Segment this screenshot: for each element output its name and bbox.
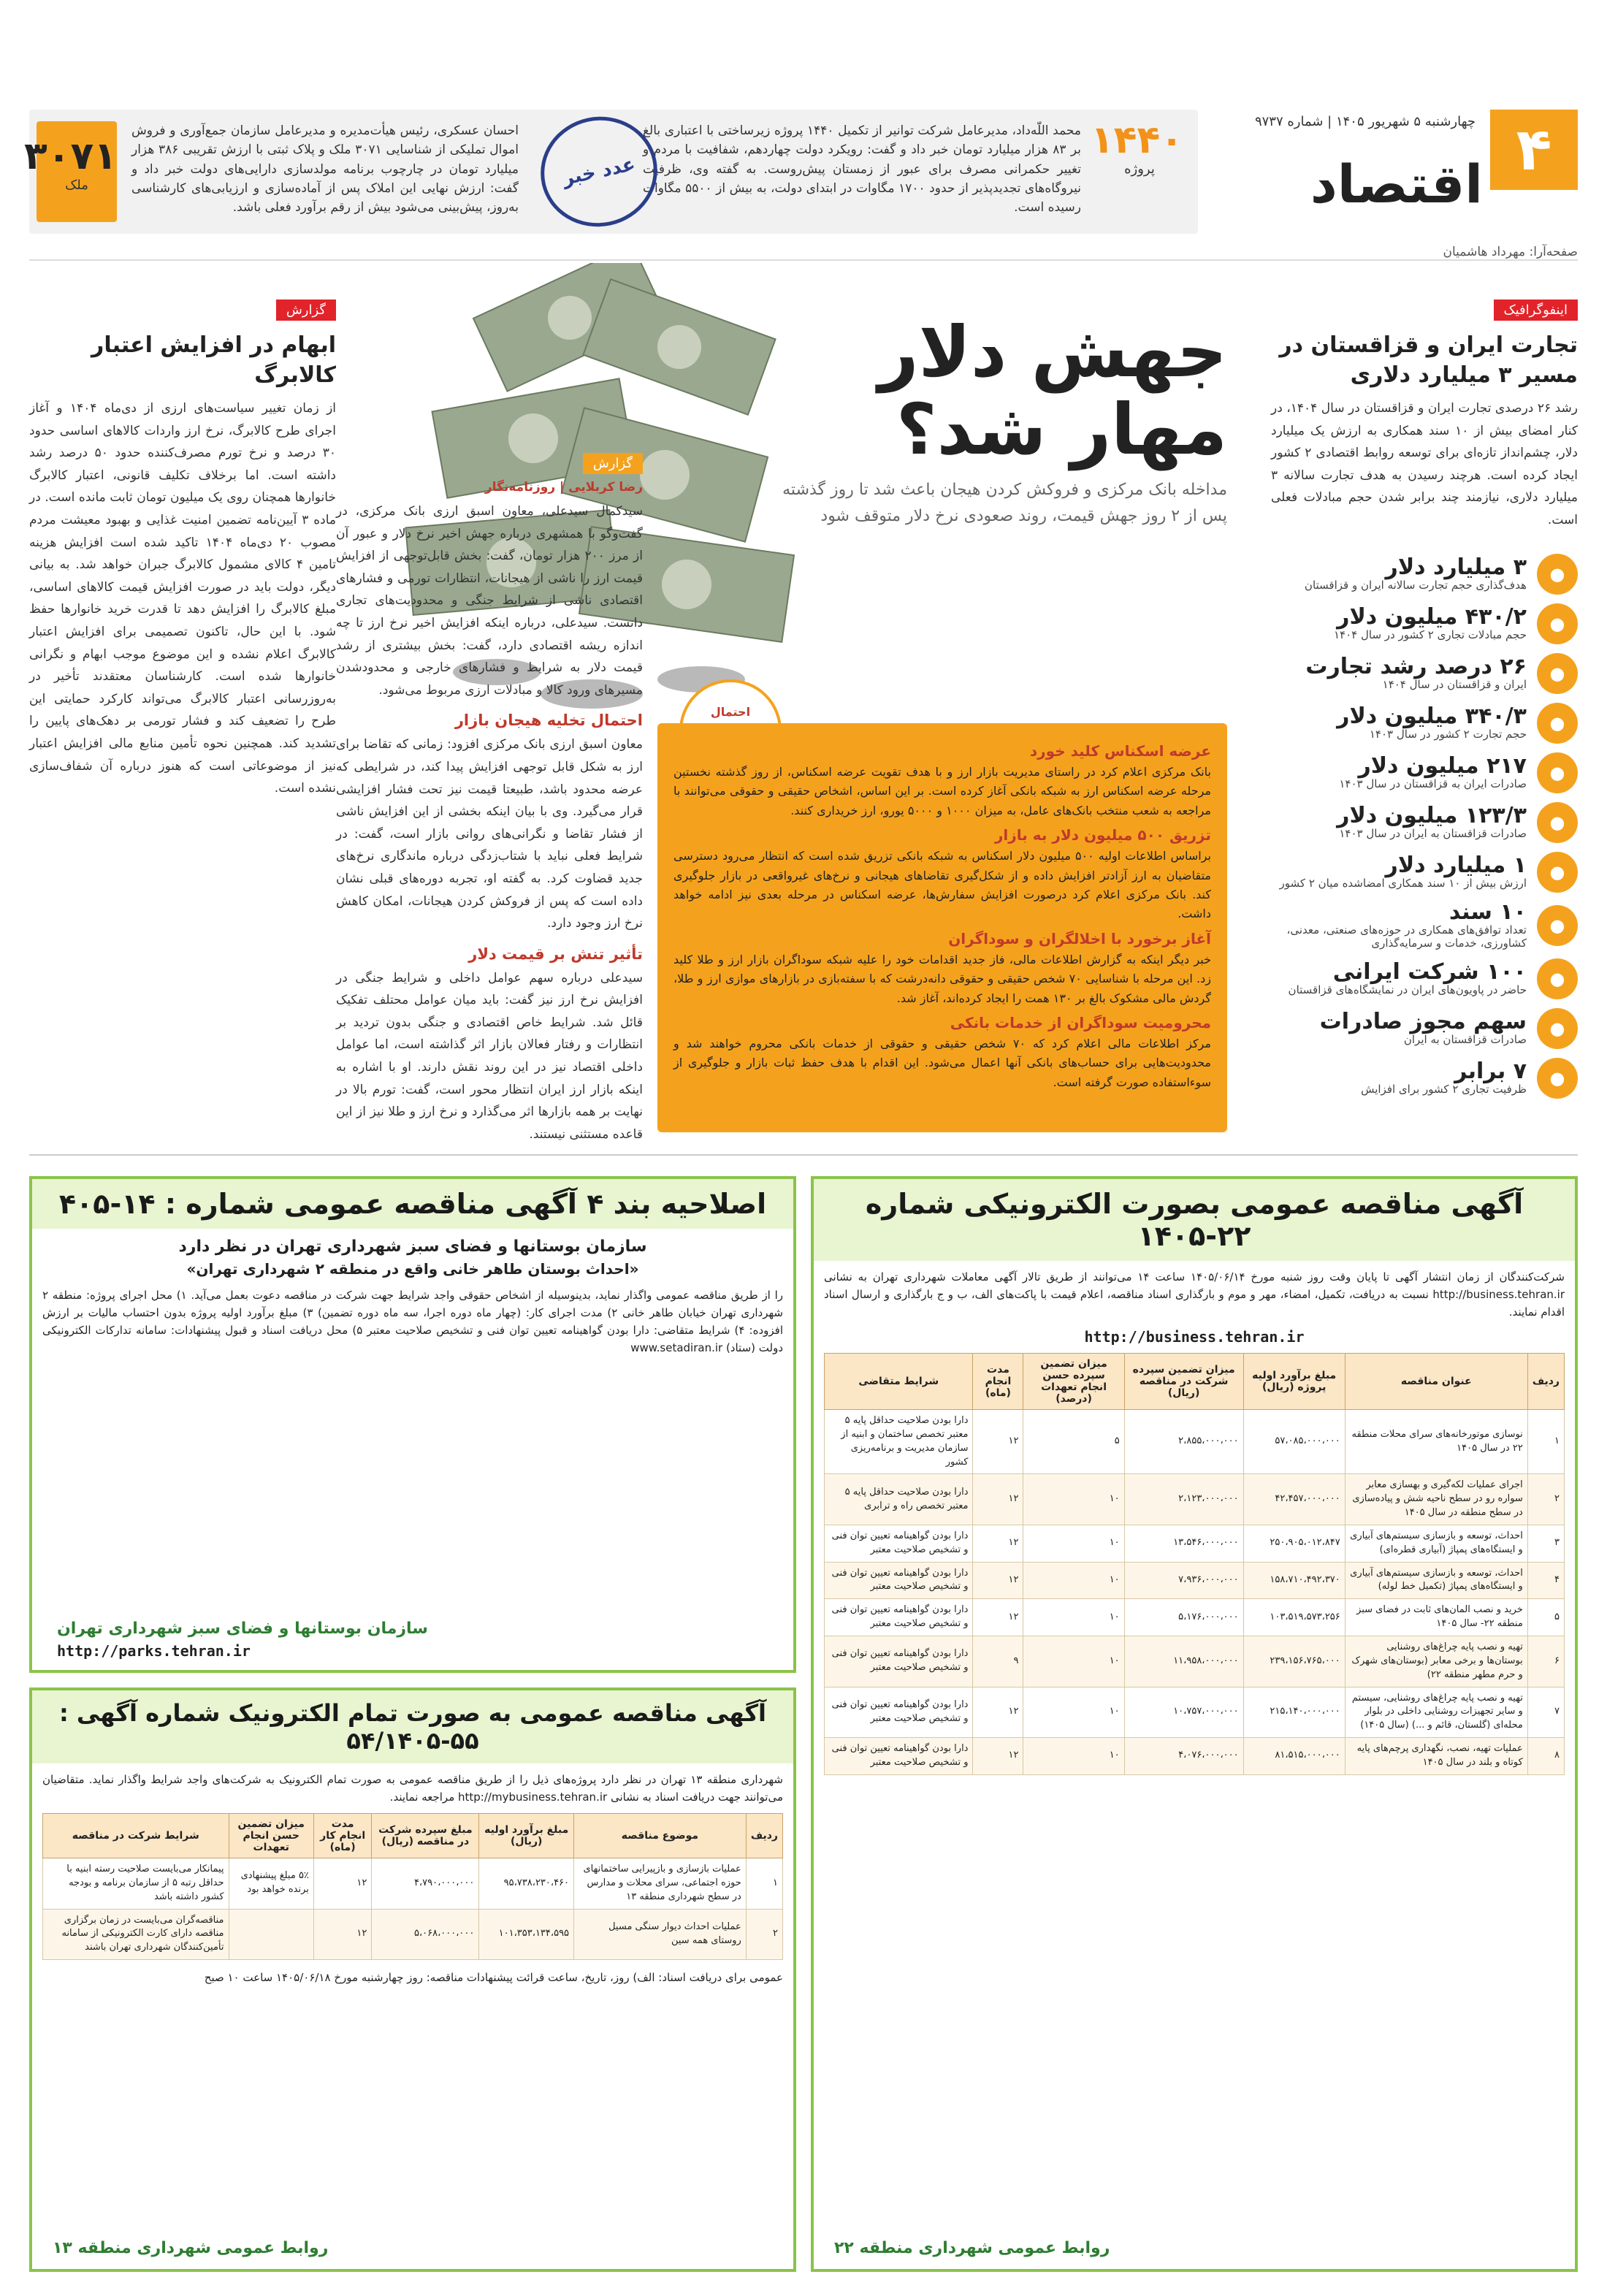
article-subhead-1: احتمال تخلیه هیجان بازار <box>454 712 643 730</box>
table-cell: ۱۰ <box>1023 1636 1124 1687</box>
table-header: میزان تضمین حسن انجام تعهدات <box>229 1814 313 1858</box>
article-byline: رضا کربلایی | روزنامه‌نگار <box>484 480 643 495</box>
table-cell: ۸ <box>1527 1738 1564 1775</box>
news-text-2: احسان عسکری، رئیس هیأت‌مدیره و مدیرعامل سازمان جمع‌آوری و فروش اموال تملیکی از شناسایی ۳۰۷۱ ملک و پلاک ثبتی با ارزش تقریبی ۳۸۶ هزار میلیارد تومان در چارچوب برنامه مولدسازی دارایی‌های دولت خبر داد و گفت: ارزش نهایی این املاک پس از آماده‌سازی و ارزیابی‌های کارشناسی به‌روز، پیش‌بینی می‌شود بیش از رقم برآورد فعلی باشد. <box>131 123 519 216</box>
infographic-column <box>1271 300 1578 1147</box>
stat-value: ۳۴۰/۳ میلیون دلار <box>1337 703 1527 729</box>
table-cell: ۷ <box>1527 1687 1564 1738</box>
table-cell: عملیات بازسازی و بازپیرایی ساختمانهای حوزه اجتماعی، سرای محلات و مدارس در سطح شهرداری منطقه ۱۳ <box>574 1858 747 1910</box>
table-cell: ۷،۹۳۶،۰۰۰،۰۰۰ <box>1124 1562 1243 1599</box>
stat-desc: تعداد توافق‌های همکاری در حوزه‌های صنعتی، معدنی، کشاورزی، خدمات و سرمایه‌گذاری <box>1286 923 1527 950</box>
stat-value: ۱ میلیارد دلار <box>1385 852 1527 878</box>
table-cell: ۱۰ <box>1023 1562 1124 1599</box>
stat-desc: ارزش بیش از ۱۰ سند همکاری امضاشده میان ۲ کشور <box>1279 876 1527 890</box>
table-cell: ۱۲ <box>313 1909 371 1960</box>
table-cell: ۵،۰۶۸،۰۰۰،۰۰۰ <box>372 1909 479 1960</box>
sidebar-h2: تزریق ۵۰۰ میلیون دلار به بازار <box>994 826 1211 844</box>
stat-value: ۱۲۳/۳ میلیون دلار <box>1337 802 1527 828</box>
table-cell: ۴۲،۴۵۷،۰۰۰،۰۰۰ <box>1243 1474 1345 1525</box>
table-cell: دارا بودن صلاحیت حداقل پایه ۵ معتبر تخصص ساختمان و ابنیه از سازمان مدیریت و برنامه‌ریزی کشور <box>825 1410 973 1474</box>
table-cell: ۲ <box>1527 1474 1564 1525</box>
table-cell: ۱۲ <box>313 1858 371 1910</box>
table-cell: مناقصه‌گران می‌بایست در زمان برگزاری مناقصه دارای کارت الکترونیکی از سامانه تأمین‌کنندگان شهرداری تهران باشند <box>43 1909 229 1960</box>
table-cell: ۱۲ <box>973 1599 1023 1636</box>
main-article <box>336 453 643 1140</box>
sidebar-h3: آغاز برخورد با اخلالگران و سوداگران <box>948 929 1211 947</box>
ad2-subject: «احداث بوستان طاهر خانی واقع در منطقه ۲ شهرداری تهران» <box>186 1260 639 1278</box>
table-cell: ۲۳۹،۱۵۶،۷۶۵،۰۰۰ <box>1243 1636 1345 1687</box>
handshake-icon: ● <box>1537 554 1578 595</box>
sidebar-t1: بانک مرکزی اعلام کرد در راستای مدیریت بازار ارز و با هدف تقویت عرضه اسکناس، از روز گذشته نخستین مرحله عرضه اسکناس ارز به شبکه بانکی آغاز کرده است. بر این اساس، اشخاص حقیقی و حقوقی می‌توانند با مراجعه به شعب منتخب بانک‌های عامل، به میزان ۱۰۰۰ و ۵۰۰۰ یورو، ارز خریداری کنند. <box>673 765 1211 817</box>
ad1-url[interactable]: http://business.tehran.ir <box>1084 1328 1305 1346</box>
table-cell <box>229 1909 313 1960</box>
date-line: چهارشنبه ۵ شهریور ۱۴۰۵ | شماره ۹۷۳۷ <box>1254 114 1476 129</box>
main-lead: مداخله بانک مرکزی و فروکش کردن هیجان باعث شد تا روز گذشته پس از ۲ روز جهش قیمت، روند صعودی نرخ دلار متوقف شود <box>782 481 1227 526</box>
ad2-url[interactable]: http://parks.tehran.ir <box>57 1642 251 1660</box>
table-cell: دارا بودن گواهینامه تعیین توان فنی و تشخیص صلاحیت معتبر <box>825 1687 973 1738</box>
infographic-title: تجارت ایران و قزاقستان در مسیر ۳ میلیارد دلاری <box>1279 332 1578 388</box>
sidebar-t2: براساس اطلاعات اولیه ۵۰۰ میلیون دلار اسکناس به شبکه بانکی تزریق شده است که انتظار می‌رود دسترسی متقاضیان به ارز آزادتر افزایش داده و از شکل‌گیری تقاضاهای هیجانی و نرخ‌های غیرواقعی در بازار جلوگیری کند. بانک مرکزی اعلام کرد درصورت افزایش سفارش‌ها، عرضه اسکناس در مرحله بعدی نیز ادامه خواهد داشت. <box>673 849 1211 921</box>
header-divider <box>29 259 1578 261</box>
article-body-2: معاون اسبق ارزی بانک مرکزی افزود: زمانی که تقاضا برای ارز به شکل قابل توجهی افزایش پیدا کند، در شرایطی که عرضه محدود باشد، طبیعتا قیمت نیز تحت فشار افزایشی قرار می‌گیرد. وی با بیان اینکه بخشی از این افزایش ناشی از فشار تقاضا و نگرانی‌های روانی بازار است، گفت: در شرایط فعلی نباید با شتاب‌زدگی درباره ماندگاری نرخ‌های جدید قضاوت کرد. به گفته او، تجربه دوره‌های قبلی نشان داده است که پس از فروکش کردن هیجانات، امکان کاهش نرخ ارز وجود دارد. <box>336 737 643 931</box>
table-cell: ۱۰ <box>1023 1687 1124 1738</box>
table-cell: ۲۵۰،۹۰۵،۰۱۲،۸۴۷ <box>1243 1525 1345 1562</box>
sidebar-t4: مرکز اطلاعات مالی اعلام کرد که ۷۰ شخص حقیقی و حقوقی از خدمات بانکی محروم خواهند شد و محدودیت‌هایی برای حساب‌های بانکی آنها اعمال می‌شود. این اقدام با هدف حفظ ثبات بازار و جلوگیری از سوءاستفاده صورت گرفته است. <box>673 1036 1212 1089</box>
table-cell: ۴ <box>1527 1562 1564 1599</box>
growth-icon: ● <box>1537 653 1578 694</box>
infographic-stat <box>1271 852 1578 893</box>
left-body: از زمان تغییر سیاست‌های ارزی از دی‌ماه ۱۴۰۴ و آغاز اجرای طرح کالابرگ، نرخ ارز واردات کالاهای اساسی حدود ۳۰ درصد و نرخ تورم مصرف‌کننده حدود ۵۰ درصد رشد داشته است. اما برخلاف تکلیف قانونی، اعتبار کالابرگ خانوارها همچنان روی یک میلیون تومان ثابت مانده است. در ماده ۳ آیین‌نامه تضمین امنیت غذایی و بهبود معیشت مردم مصوب ۲۰ دی‌ماه ۱۴۰۴ تاکید شده است افزایش هزینه تامین ۴ کالای مشمول کالابرگ جبران خواهد شد. به بیانی دیگر، دولت باید در صورت افزایش قیمت کالاهای اساسی، مبلغ کالابرگ را افزایش دهد تا قدرت خرید خانوارها حفظ شود. با این حال، تاکنون تصمیمی برای افزایش اعتبار کالابرگ اعلام نشده و این موضوع موجب ابهام و نگرانی خانوارها شده است. کارشناسان معتقدند تأخیر در به‌روزرسانی اعتبار کالابرگ می‌تواند کارکرد حمایتی این طرح را تضعیف کند و فشار تورمی بر دهک‌های پایین را تشدید کند. همچنین نحوه تأمین منابع مالی افزایش اعتبار نیز از موضوعاتی است که هنوز درباره آن شفاف‌سازی نشده است. <box>29 401 336 796</box>
main-headline: جهش دلار مهار شد؟ <box>878 311 1227 470</box>
table-header: ردیف <box>746 1814 782 1858</box>
table-cell: دارا بودن گواهینامه تعیین توان فنی و تشخیص صلاحیت معتبر <box>825 1636 973 1687</box>
table-cell: ۱۵۸،۷۱۰،۴۹۲،۳۷۰ <box>1243 1562 1345 1599</box>
table-row <box>825 1636 1565 1687</box>
table-cell: ۶ <box>1527 1636 1564 1687</box>
article-subhead-2: تأثیر تنش بر قیمت دلار <box>468 945 643 963</box>
table-cell: دارا بودن گواهینامه تعیین توان فنی و تشخیص صلاحیت معتبر <box>825 1738 973 1775</box>
table-cell: ۵ <box>1527 1599 1564 1636</box>
table-cell: ۸۱،۵۱۵،۰۰۰،۰۰۰ <box>1243 1738 1345 1775</box>
table-cell: ۱۰ <box>1023 1525 1124 1562</box>
ad-tender-13 <box>29 1687 796 2272</box>
table-cell: ۱۰،۷۵۷،۰۰۰،۰۰۰ <box>1124 1687 1243 1738</box>
table-cell: نوسازی موتورخانه‌های سرای محلات منطقه ۲۲ در سال ۱۴۰۵ <box>1345 1410 1527 1474</box>
left-title: ابهام در افزایش اعتبار کالابرگ <box>91 332 336 388</box>
table-header: شرایط متقاضی <box>825 1354 973 1410</box>
table-cell: ۲،۸۵۵،۰۰۰،۰۰۰ <box>1124 1410 1243 1474</box>
news-number-1: ۱۴۴۰ <box>1091 118 1183 162</box>
news-number-2: ۳۰۷۱ <box>24 134 117 178</box>
table-row <box>825 1687 1565 1738</box>
table-cell: ۹۵،۷۳۸،۲۳۰،۴۶۰ <box>479 1858 574 1910</box>
table-cell: دارا بودن گواهینامه تعیین توان فنی و تشخیص صلاحیت معتبر <box>825 1525 973 1562</box>
ad3-title: آگهی مناقصه عمومی به صورت تمام الکترونیک شماره آگهی : ۵۵-۵۴/۱۴۰۵ <box>32 1690 793 1763</box>
sidebar-t3: خبر دیگر اینکه به گزارش اطلاعات مالی، فاز جدید اقدامات خود را علیه شبکه سوداگران بازار ارز و طلا کلید زد. این مرحله با شناسایی ۷۰ شخص حقیقی و حقوقی دانه‌درشت که با سفته‌بازی در بازارهای موازی ارز و طلا، گردش مالی مشکوک بالغ بر ۱۳۰ همت را ایجاد کرده‌اند، آغاز شد. <box>673 952 1211 1005</box>
orange-sidebar <box>657 723 1227 1132</box>
ad2-org: سازمان بوستانها و فضای سبز شهرداری تهران در نظر دارد <box>178 1237 647 1256</box>
infographic-stat <box>1271 802 1578 843</box>
table-cell: تهیه و نصب پایه چراغ‌های روشنایی بوستان‌ها و برخی معابر (بوستان‌های شهرک و حرم مطهر منطقه ۲۲) <box>1345 1636 1527 1687</box>
stat-value: ۲۱۷ میلیون دلار <box>1358 752 1527 779</box>
table-cell: ۱۲ <box>973 1687 1023 1738</box>
infographic-intro: رشد ۲۶ درصدی تجارت ایران و قزاقستان در سال ۱۴۰۴، در کنار امضای بیش از ۱۰ سند همکاری به ارزش یک میلیارد دلار، چشم‌انداز تازه‌ای برای توسعه روابط اقتصادی ۲ کشور ایجاد کرده است. هرچند رسیدن به هدف تجارت سالانه ۳ میلیارد دلاری، نیازمند چند برابر شدن حجم مبادلات فعلی است. <box>1271 401 1579 527</box>
table-row <box>43 1858 783 1910</box>
stat-desc: صادرات قزاقستان به ایران <box>1403 1032 1527 1046</box>
table-header: مبلغ برآورد اولیه پروژه (ریال) <box>1243 1354 1345 1410</box>
export-icon: ● <box>1537 752 1578 793</box>
table-cell: دارا بودن گواهینامه تعیین توان فنی و تشخیص صلاحیت معتبر <box>825 1599 973 1636</box>
ad1-table <box>824 1353 1565 1775</box>
table-cell: ۱۰۱،۳۵۳،۱۳۴،۵۹۵ <box>479 1909 574 1960</box>
editor-credit: صفحه‌آرا: مهرداد هاشمیان <box>1443 245 1578 259</box>
infographic-stats <box>1271 554 1578 1099</box>
table-cell: ۱۲ <box>973 1410 1023 1474</box>
ad2-text: را از طریق مناقصه عمومی واگذار نماید، بدینوسیله از اشخاص حقوقی واجد شرایط جهت شرکت در مناقصه دعوت بعمل می‌آید. ۱) محل اجرای پروژه: منطقه ۲ شهرداری تهران خیابان طاهر خانی ۲) مدت اجرای کار: (چهار ماه دوره اجرا، سه ماه دوره تضمین) ۳) مبلغ برآورد اولیه پروژه بدون احتساب مالیات بر ارزش افزوده: ۴) شرایط متقاضی: دارا بودن گواهینامه تعیین توان فنی و تشخیص صلاحیت معتبر ۵) محل دریافت اسناد و قبول پیشنهادات: سامانه تدارکات الکترونیکی دولت (ستاد) www.setadiran.ir <box>42 1289 784 1354</box>
infographic-stat <box>1271 1058 1578 1099</box>
stat-value: سهم مجوز صادرات <box>1319 1008 1527 1034</box>
masthead <box>1205 110 1483 234</box>
ad1-signature: روابط عمومی شهرداری منطقه ۲۲ <box>834 2239 1110 2257</box>
table-row <box>43 1909 783 1960</box>
license-icon: ● <box>1537 1008 1578 1049</box>
article-tag: گزارش <box>583 453 643 474</box>
table-cell: ۱۲ <box>973 1525 1023 1562</box>
table-cell: ۵،۱۷۶،۰۰۰،۰۰۰ <box>1124 1599 1243 1636</box>
table-cell: دارا بودن گواهینامه تعیین توان فنی و تشخیص صلاحیت معتبر <box>825 1562 973 1599</box>
table-row <box>825 1410 1565 1474</box>
stat-value: ۱۰۰ شرکت ایرانی <box>1332 958 1527 985</box>
infographic-stat <box>1271 901 1578 950</box>
table-cell: ۱۰۳،۵۱۹،۵۷۳،۲۵۶ <box>1243 1599 1345 1636</box>
table-cell: ۹ <box>973 1636 1023 1687</box>
infographic-stat <box>1271 703 1578 744</box>
table-cell: عملیات احداث دیوار سنگی مسیل روستای همه سین <box>574 1909 747 1960</box>
stat-value: ۲۶ درصد رشد تجارت <box>1305 653 1527 679</box>
table-cell: ۲۱۵،۱۴۰،۰۰۰،۰۰۰ <box>1243 1687 1345 1738</box>
multiply-icon: ● <box>1537 1058 1578 1099</box>
company-icon: ● <box>1537 958 1578 999</box>
table-cell: ۱۱،۹۵۸،۰۰۰،۰۰۰ <box>1124 1636 1243 1687</box>
table-header: میزان تضمین سپرده حسن انجام تعهدات (درصد) <box>1023 1354 1124 1410</box>
table-cell: ۵٪ مبلغ پیشنهادی برنده خواهد بود <box>229 1858 313 1910</box>
news-number-2-label: ملک <box>65 178 88 193</box>
news-text-1: محمد اللّه‌داد، مدیرعامل شرکت توانیر از تکمیل ۱۴۴۰ پروژه زیرساختی با اعتباری بالغ بر ۸۳ هزار میلیارد تومان خبر داد و گفت: رویکرد دولت چهاردهم، شفافیت با مردم و تغییر حکمرانی مصرف برای عبور از زمستان پیش‌روست. به گفته وی، ظرفیت نیروگاه‌های تجدیدپذیر از حدود ۱۷۰۰ مگاوات در ابتدای دولت، به بیش از ۵۵۰۰ مگاوات رسیده است. <box>643 123 1081 216</box>
stat-desc: حجم مبادلات تجاری ۲ کشور در سال ۱۴۰۴ <box>1333 628 1527 641</box>
table-cell: خرید و نصب المان‌های ثابت در فضای سبز منطقه ۲۲- سال ۱۴۰۵ <box>1345 1599 1527 1636</box>
infographic-stat <box>1271 1008 1578 1049</box>
table-cell: پیمانکار می‌بایست صلاحیت رسته ابنیه با حداقل رتبه ۵ از سازمان برنامه و بودجه کشور داشته باشد <box>43 1858 229 1910</box>
agreement-icon: ● <box>1537 905 1578 946</box>
ad-parks-correction <box>29 1176 796 1673</box>
stat-desc: ایران و قزاقستان در سال ۱۴۰۴ <box>1382 677 1527 691</box>
infographic-stat <box>1271 603 1578 644</box>
chart-icon: ● <box>1537 603 1578 644</box>
table-cell: ۱۰ <box>1023 1599 1124 1636</box>
ad2-signature: سازمان بوستانها و فضای سبز شهرداری تهران <box>57 1620 428 1638</box>
top-news-bar <box>24 110 1198 234</box>
table-cell: عملیات تهیه، نصب، نگهداری پرچم‌های پایه کوتاه و بلند در سال ۱۴۰۵ <box>1345 1738 1527 1775</box>
left-tag: گزارش <box>276 300 336 321</box>
table-cell: ۲ <box>746 1909 782 1960</box>
table-header: شرایط شرکت در مناقصه <box>43 1814 229 1858</box>
table-cell: احداث، توسعه و بازسازی سیستم‌های آبیاری و ایستگاه‌های پمپاژ (آبیاری قطره‌ای) <box>1345 1525 1527 1562</box>
ad3-table <box>42 1813 783 1960</box>
table-cell: احداث، توسعه و بازسازی سیستم‌های آبیاری و ایستگاه‌های پمپاژ (تکمیل خط لوله) <box>1345 1562 1527 1599</box>
table-row <box>825 1474 1565 1525</box>
table-header: موضوع مناقصه <box>574 1814 747 1858</box>
table-cell: ۴،۷۹۰،۰۰۰،۰۰۰ <box>372 1858 479 1910</box>
import-icon: ● <box>1537 802 1578 843</box>
ad2-title: اصلاحیه بند ۴ آگهی مناقصه عمومی شماره : ۱۴-۴۰۵ <box>32 1179 793 1229</box>
people-icon: ● <box>1537 703 1578 744</box>
infographic-stat <box>1271 554 1578 595</box>
table-cell: ۲،۱۲۳،۰۰۰،۰۰۰ <box>1124 1474 1243 1525</box>
table-cell: ۱۲ <box>973 1562 1023 1599</box>
ad3-intro: شهرداری منطقه ۱۳ تهران در نظر دارد پروژه‌های ذیل را از طریق مناقصه عمومی به صورت تمام الکترونیک به شرکت‌های واجد شرایط واگذار نماید. متقاضیان می‌توانند جهت دریافت اسناد به نشانی http://mybusiness.tehran.ir مراجعه نمایند. <box>42 1773 783 1804</box>
left-column <box>29 300 336 1147</box>
news-number-1-label: پروژه <box>1124 161 1155 177</box>
table-cell: ۱۰ <box>1023 1738 1124 1775</box>
table-cell: ۱۲ <box>973 1474 1023 1525</box>
infographic-stat <box>1271 653 1578 694</box>
table-cell: ۱ <box>1527 1410 1564 1474</box>
table-header: مدت انجام کار (ماه) <box>313 1814 371 1858</box>
table-cell: ۱۰ <box>1023 1474 1124 1525</box>
infographic-stat <box>1271 752 1578 793</box>
document-icon: ● <box>1537 852 1578 893</box>
table-cell: اجرای عملیات لکه‌گیری و بهسازی معابر سواره رو در سطح ناحیه شش و پیاده‌سازی در سطح منطقه در سال ۱۴۰۵ <box>1345 1474 1527 1525</box>
article-body-3: سیدعلی درباره سهم عوامل داخلی و شرایط جنگی در افزایش نرخ ارز نیز گفت: باید میان عوامل محتلف تفکیک قائل شد. شرایط خاص اقتصادی و جنگی بدون تردید بر انتظارات و رفتار فعالان بازار اثر گذاشته است، اما عوامل داخلی اقتصاد نیز در این روند نقش دارند. او با اشاره به اینکه بازار ارز ایران انتظار محور است، گفت: تورم بالا در نهایت بر همه بازارها اثر می‌گذارد و نرخ ارز و طلا نیز از این قاعده مستثنی نیستند. <box>336 970 643 1142</box>
ad3-footer: عمومی برای دریافت اسناد: الف) روز، تاریخ، ساعت قرائت پیشنهادات مناقصه: روز چهارشنبه مورخ ۱۴۰۵/۰۶/۱۸ ساعت ۱۰ صبح <box>204 1971 783 1985</box>
news-stamp-icon: عدد خبر <box>530 106 668 237</box>
ads-divider <box>29 1154 1578 1156</box>
page-number: ۴ <box>1490 110 1578 190</box>
table-header: عنوان مناقصه <box>1345 1354 1527 1410</box>
infographic-stat <box>1271 958 1578 999</box>
table-cell: ۵ <box>1023 1410 1124 1474</box>
section-title: اقتصاد <box>1310 153 1483 215</box>
infographic-tag: اینفوگرافیک <box>1494 300 1579 321</box>
stat-desc: هدف‌گذاری حجم تجارت سالانه ایران و قزاقستان <box>1304 578 1527 592</box>
table-header: ردیف <box>1527 1354 1564 1410</box>
sidebar-h4: محرومیت سوداگران از خدمات بانکی <box>950 1013 1211 1031</box>
table-row <box>825 1599 1565 1636</box>
table-row <box>825 1562 1565 1599</box>
ad1-title: آگهی مناقصه عمومی بصورت الکترونیکی شماره ۲۲-۱۴۰۵ <box>814 1179 1575 1261</box>
stat-desc: حاضر در پاویون‌های ایران در نمایشگاه‌های قزاقستان <box>1288 983 1527 996</box>
question-bubble: احتمال <box>679 679 782 782</box>
table-cell: دارا بودن صلاحیت حداقل پایه ۵ معتبر تخصص راه و ترابری <box>825 1474 973 1525</box>
table-cell: ۳ <box>1527 1525 1564 1562</box>
table-cell: ۱ <box>746 1858 782 1910</box>
stat-desc: ظرفیت تجاری ۲ کشور برای افزایش <box>1361 1082 1527 1096</box>
table-cell: ۱۳،۵۴۶،۰۰۰،۰۰۰ <box>1124 1525 1243 1562</box>
table-row <box>825 1525 1565 1562</box>
stat-value: ۳ میلیارد دلار <box>1385 554 1527 580</box>
ad1-intro: شرکت‌کنندگان از زمان انتشار آگهی تا پایان وقت روز شنبه مورخ ۱۴۰۵/۰۶/۱۴ ساعت ۱۴ می‌توانند از طریق تالار آگهی معاملات شهرداری تهران به نشانی http://business.tehran.ir نسبت به دریافت، تکمیل، امضاء، مهر و موم و بارگذاری اسناد مناقصه، اعلام قیمت با پاکت‌های الف، ب و ج بارگذاری و ارسال اسناد اقدام نمایند. <box>824 1270 1565 1319</box>
stat-desc: صادرات ایران به قزاقستان در سال ۱۴۰۳ <box>1339 777 1527 790</box>
table-header: مبلغ سپرده شرکت در مناقصه (ریال) <box>372 1814 479 1858</box>
table-header: مدت انجام (ماه) <box>973 1354 1023 1410</box>
table-row <box>825 1738 1565 1775</box>
table-header: مبلغ برآورد اولیه (ریال) <box>479 1814 574 1858</box>
table-cell: ۱۲ <box>973 1738 1023 1775</box>
stat-value: ۷ برابر <box>1454 1058 1527 1084</box>
stat-desc: حجم تجارت ۲ کشور در سال ۱۴۰۳ <box>1369 727 1527 741</box>
table-header: میزان تضمین سپرده شرکت در مناقصه (ریال) <box>1124 1354 1243 1410</box>
table-cell: ۵۷،۰۸۵،۰۰۰،۰۰۰ <box>1243 1410 1345 1474</box>
ad-tender-22 <box>811 1176 1578 2272</box>
ad3-signature: روابط عمومی شهرداری منطقه ۱۳ <box>53 2239 329 2257</box>
table-cell: ۴،۰۷۶،۰۰۰،۰۰۰ <box>1124 1738 1243 1775</box>
stat-desc: صادرات قزاقستان به ایران در سال ۱۴۰۳ <box>1339 826 1527 840</box>
sidebar-h1: عرضه اسکناس کلید خورد <box>1029 742 1211 760</box>
stat-value: ۴۳۰/۲ میلیون دلار <box>1337 603 1527 630</box>
table-cell: تهیه و نصب پایه چراغ‌های روشنایی، سیستم و سایر تجهیزات روشنایی داخلی در بلوار محله‌ای (گلستان، قائم و ...) (سال ۱۴۰۵) <box>1345 1687 1527 1738</box>
article-body-1: سیدکمال سیدعلی، معاون اسبق ارزی بانک مرکزی، در گفت‌وگو با همشهری درباره جهش اخیر نرخ دلار و عبور آن از مرز ۲۰۰ هزار تومان، گفت: بخش قابل‌توجهی از افزایش قیمت ارز را ناشی از هیجانات، انتظارات تورمی و فشارهای اقتصادی ناشی از شرایط جنگی و محدودیت‌های تجاری دانست. سیدعلی، درباره اینکه افزایش اخیر نرخ ارز تا چه اندازه ریشه اقتصادی دارد، گفت: بخش بیشتری از رشد قیمت دلار به شرایط و فشارهای خارجی و محدودشدن مسیرهای ورود کالا و مبادلات ارزی مربوط می‌شود. <box>336 504 643 698</box>
stat-value: ۱۰ سند <box>1448 899 1527 925</box>
